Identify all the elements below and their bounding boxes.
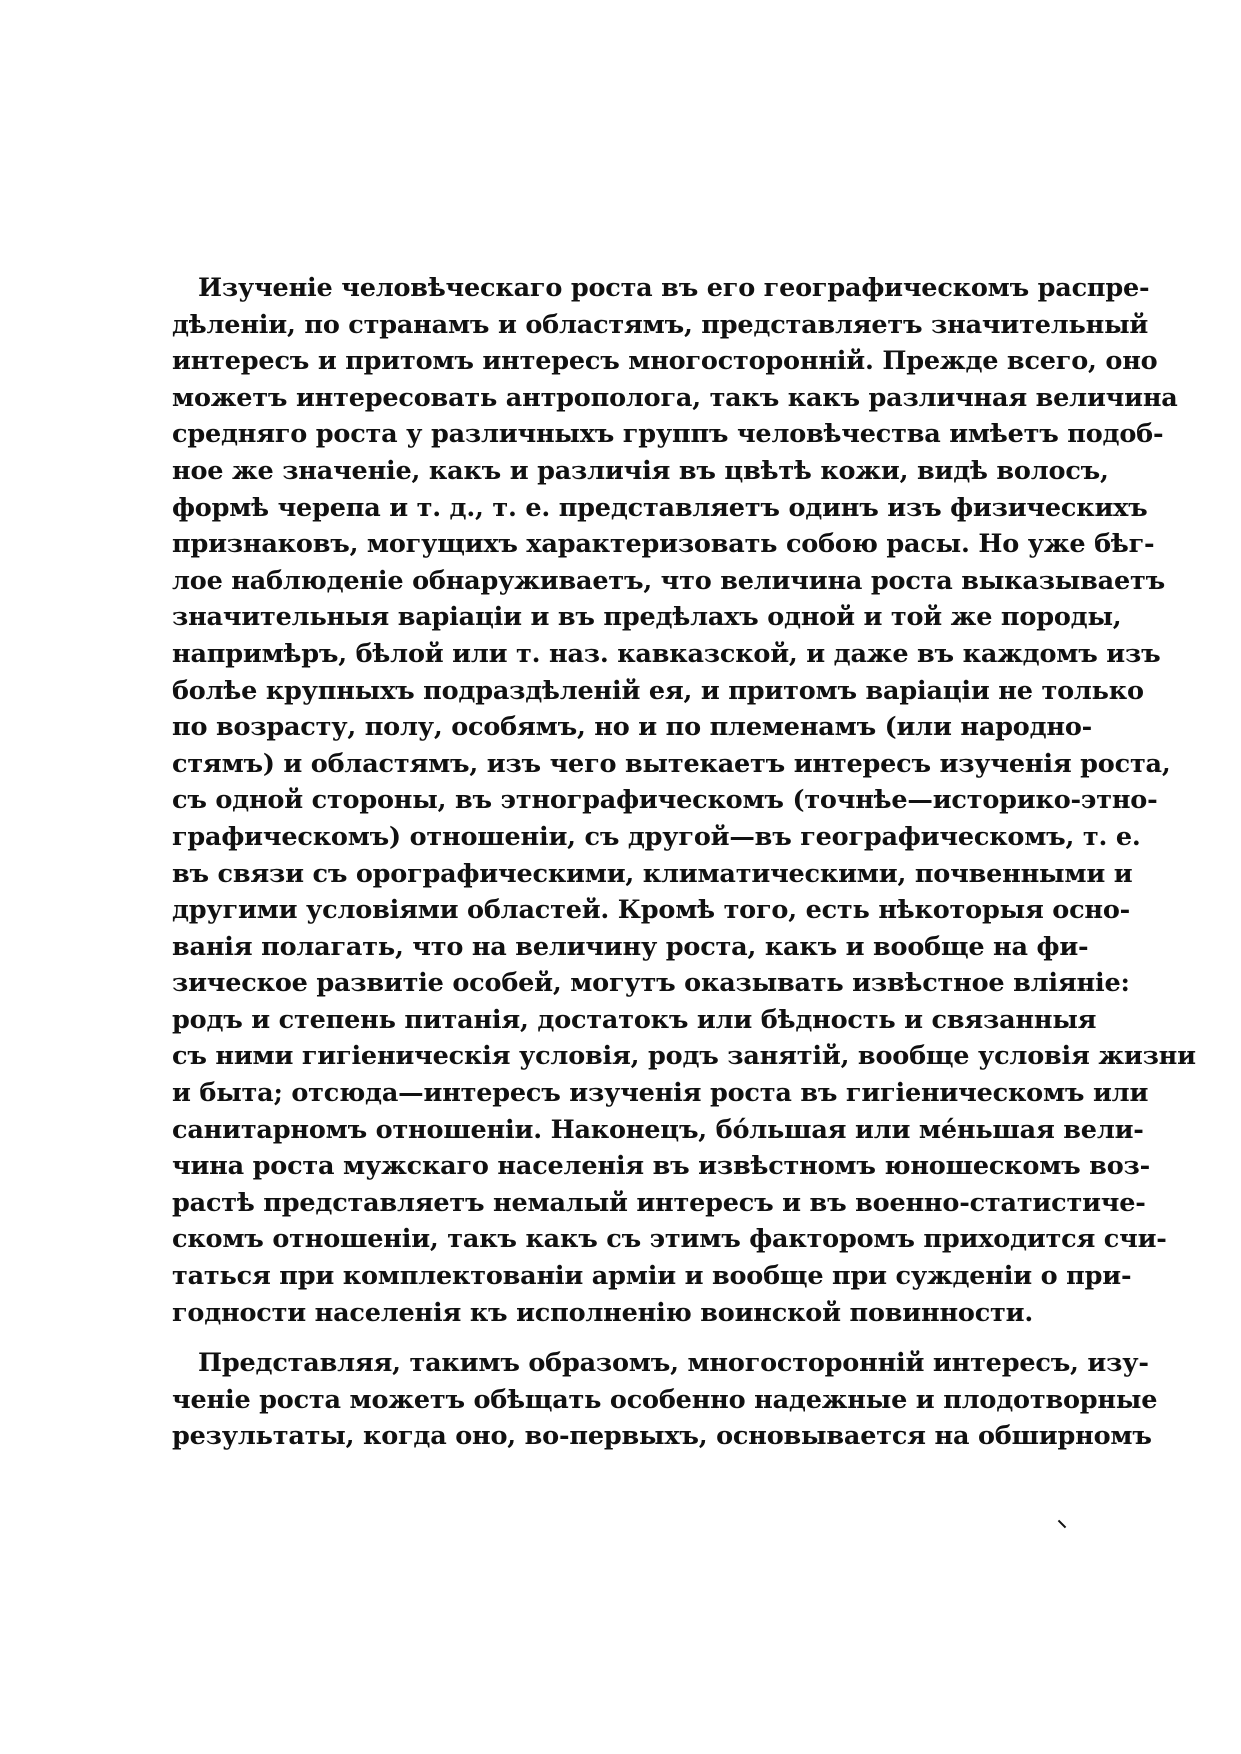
text-line: зическое развитіе особей, могутъ оказывать извѣстное вліяніе:: [172, 968, 1130, 999]
text-line: ванія полагать, что на величину роста, какъ и вообще на фи-: [172, 931, 1089, 962]
text-line: интересъ и притомъ интересъ многосторонній. Прежде всего, оно: [172, 346, 1158, 377]
text-line: въ связи съ орографическими, климатическими, почвенными и: [172, 858, 1133, 889]
text-line: родъ и степень питанія, достатокъ или бѣдность и связанныя: [172, 1004, 1097, 1035]
text-line: съ ними гигіеническія условія, родъ занятій, вообще условія жизни: [172, 1041, 1196, 1072]
body-text: [172, 270, 1196, 1455]
text-line: растѣ представляетъ немалый интересъ и въ военно-статистиче-: [172, 1187, 1146, 1218]
text-line: санитарномъ отношеніи. Наконецъ, бо́льшая или ме́ньшая вели-: [172, 1114, 1144, 1145]
text-line: ное же значеніе, какъ и различія въ цвѣтѣ кожи, видѣ волосъ,: [172, 455, 1109, 486]
text-line: значительныя варіаціи и въ предѣлахъ одной и той же породы,: [172, 602, 1122, 633]
text-line: Изученіе человѣческаго роста въ его географическомъ распре-: [198, 273, 1150, 303]
text-line: съ одной стороны, въ этнографическомъ (точнѣе—историко-этно-: [172, 785, 1158, 816]
text-line: по возрасту, полу, особямъ, но и по племенамъ (или народно-: [172, 712, 1093, 743]
print-mark: [1058, 1520, 1066, 1528]
text-line: средняго роста у различныхъ группъ человѣчества имѣетъ подоб-: [172, 419, 1164, 450]
text-line: ченіе роста можетъ обѣщать особенно надежные и плодотворные: [172, 1384, 1158, 1415]
text-line: графическомъ) отношеніи, съ другой—въ географическомъ, т. е.: [172, 821, 1141, 852]
text-line: чина роста мужскаго населенія въ извѣстномъ юношескомъ воз-: [172, 1151, 1150, 1182]
text-line: напримѣръ, бѣлой или т. наз. кавказской, и даже въ каждомъ изъ: [172, 638, 1161, 669]
text-line: результаты, когда оно, во-первыхъ, основывается на обширномъ: [172, 1421, 1152, 1452]
text-line: и быта; отсюда—интересъ изученія роста въ гигіеническомъ или: [172, 1078, 1149, 1109]
text-line: можетъ интересовать антрополога, такъ какъ различная величина: [172, 382, 1178, 413]
text-line: признаковъ, могущихъ характеризовать собою расы. Но уже бѣг-: [172, 529, 1155, 560]
text-line: другими условіями областей. Кромѣ того, есть нѣкоторыя осно-: [172, 895, 1131, 926]
text-line: стямъ) и областямъ, изъ чего вытекаетъ интересъ изученія роста,: [172, 748, 1171, 779]
text-line: годности населенія къ исполненію воинской повинности.: [172, 1297, 1034, 1328]
text-line: таться при комплектованіи арміи и вообще при сужденіи о при-: [172, 1261, 1132, 1292]
text-line: дѣленіи, по странамъ и областямъ, представляетъ значительный: [172, 309, 1149, 340]
text-line: скомъ отношеніи, такъ какъ съ этимъ факторомъ приходится счи-: [172, 1224, 1167, 1255]
text-line: формѣ черепа и т. д., т. е. представляетъ одинъ изъ физическихъ: [172, 492, 1148, 523]
text-line: болѣе крупныхъ подраздѣленій ея, и притомъ варіаціи не только: [172, 675, 1144, 706]
paragraph-1: [172, 270, 1196, 1331]
paragraph-2: [172, 1345, 1158, 1455]
text-line: Представляя, такимъ образомъ, многосторонній интересъ, изу-: [198, 1348, 1149, 1379]
text-line: лое наблюденіе обнаруживаетъ, что величина роста выказываетъ: [172, 565, 1165, 596]
